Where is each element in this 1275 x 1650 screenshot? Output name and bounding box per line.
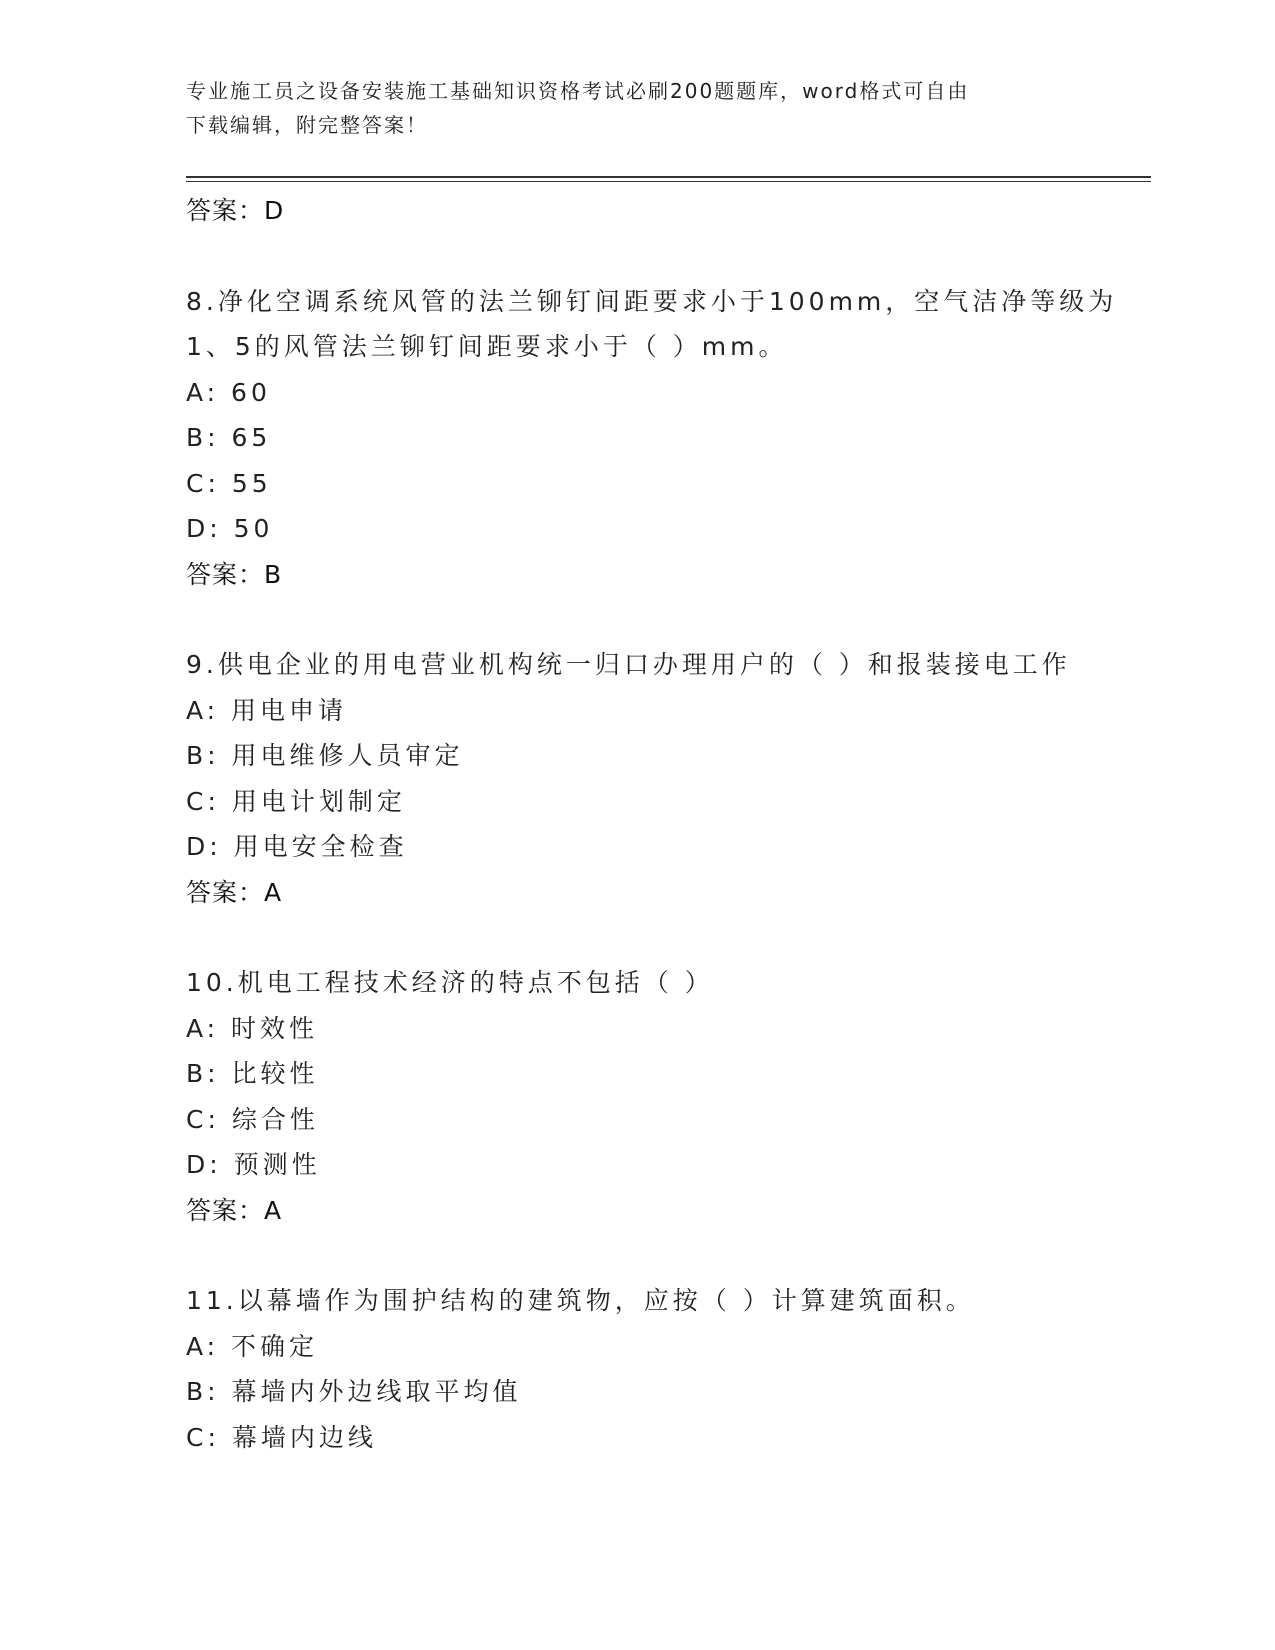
option-b: B: 比较性 bbox=[186, 1059, 319, 1088]
spacer bbox=[186, 915, 1086, 960]
option-d: D: 50 bbox=[186, 514, 274, 543]
option-b: B: 幕墙内外边线取平均值 bbox=[186, 1377, 522, 1406]
option-c: C: 幕墙内边线 bbox=[186, 1422, 377, 1452]
question-stem-cont: 1、5的风管法兰铆钉间距要求小于（ ）mm。 bbox=[186, 332, 788, 361]
option-b: B: 65 bbox=[186, 423, 272, 452]
spacer bbox=[186, 234, 1086, 279]
question-stem: 10.机电工程技术经济的特点不包括（ ） bbox=[186, 968, 714, 997]
question-stem: 9.供电企业的用电营业机构统一归口办理用户的（ ）和报装接电工作 bbox=[186, 650, 1071, 679]
question-list bbox=[186, 188, 1118, 1460]
header-line-2: 下载编辑，附完整答案！ bbox=[186, 113, 428, 137]
spacer bbox=[186, 597, 1086, 642]
document-header bbox=[186, 74, 1066, 142]
question-9 bbox=[186, 642, 1086, 915]
answer: 答案：A bbox=[186, 877, 283, 907]
option-a: A: 时效性 bbox=[186, 1013, 319, 1043]
option-c: C: 综合性 bbox=[186, 1104, 319, 1134]
option-d: D: 用电安全检查 bbox=[186, 832, 408, 861]
question-10 bbox=[186, 960, 1086, 1233]
option-c: C: 用电计划制定 bbox=[186, 786, 406, 816]
option-a: A: 用电申请 bbox=[186, 695, 348, 725]
question-8 bbox=[186, 279, 1118, 598]
header-divider bbox=[186, 176, 1151, 178]
question-stem: 11.以幕墙作为围护结构的建筑物，应按（ ）计算建筑面积。 bbox=[186, 1286, 975, 1315]
answer-prev: 答案：D bbox=[186, 196, 285, 225]
option-a: A: 不确定 bbox=[186, 1331, 319, 1361]
option-b: B: 用电维修人员审定 bbox=[186, 741, 464, 770]
spacer bbox=[186, 1233, 1086, 1278]
header-line-1: 专业施工员之设备安装施工基础知识资格考试必刷200题题库，word格式可自由 bbox=[186, 79, 970, 103]
answer: 答案：B bbox=[186, 559, 283, 589]
question-stem: 8.净化空调系统风管的法兰铆钉间距要求小于100mm，空气洁净等级为 bbox=[186, 286, 1118, 316]
option-a: A: 60 bbox=[186, 377, 271, 407]
question-11 bbox=[186, 1278, 1086, 1460]
header-divider-thin bbox=[186, 181, 1151, 182]
answer: 答案：A bbox=[186, 1195, 283, 1225]
option-c: C: 55 bbox=[186, 468, 272, 498]
option-d: D: 预测性 bbox=[186, 1150, 321, 1179]
